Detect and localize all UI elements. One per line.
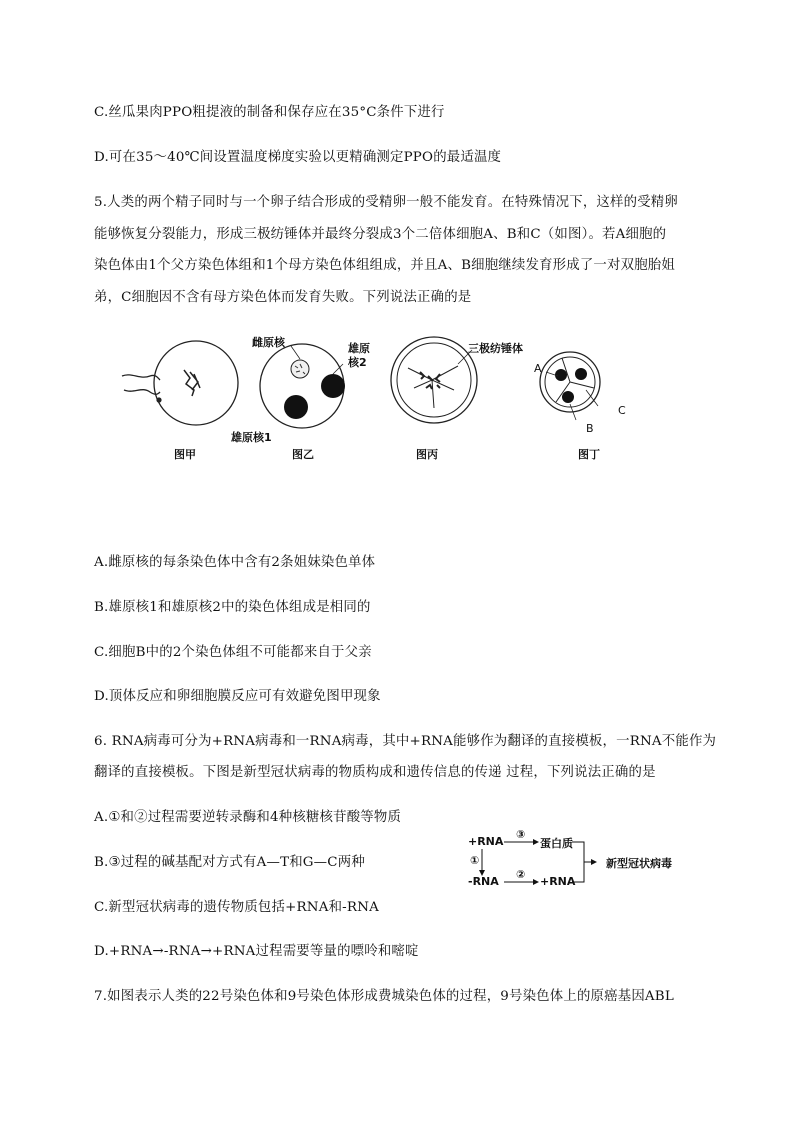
caption-fig-bing: 图丙	[416, 448, 438, 461]
q6-option-a: A.①和②过程需要逆转录酶和4种核糖核苷酸等物质	[94, 810, 402, 825]
label-female-nucleus: 雌原核	[252, 336, 285, 349]
q6-flow-arrows	[468, 826, 708, 892]
fig-yi-cell	[260, 344, 345, 428]
q7-stem-line-1: 7.如图表示人类的22号染色体和9号染色体形成费城染色体的过程，9号染色体上的原癌基因ABL	[94, 989, 674, 1004]
q6-flow-diagram	[468, 826, 708, 892]
q6-stem-line-1: 6. RNA病毒可分为+RNA病毒和一RNA病毒，其中+RNA能够作为翻译的直接模板，一RNA不能作为	[94, 734, 717, 749]
label-male-nucleus-1: 雄原核1	[231, 431, 272, 444]
fig-jia-cell	[122, 341, 238, 425]
caption-fig-yi: 图乙	[292, 448, 314, 461]
q5-stem-line-3: 染色体由1个父方染色体组和1个母方染色体组组成，并且A、B细胞继续发育形成了一对双胞胎姐	[94, 258, 675, 273]
q5-option-a: A.雌原核的每条染色体中含有2条姐妹染色单体	[94, 555, 376, 570]
q6-option-c: C.新型冠状病毒的遗传物质包括+RNA和-RNA	[94, 900, 379, 915]
q5-option-b: B.雄原核1和雄原核2中的染色体组成是相同的	[94, 600, 371, 615]
fig-jia-sperm-head	[156, 397, 161, 402]
q4-option-c: C.丝瓜果肉PPO粗提液的制备和保存应在35°C条件下进行	[94, 105, 445, 120]
fig-bing-cell	[391, 337, 477, 423]
flow-step-2: ②	[516, 868, 526, 881]
q4-option-d: D.可在35～40℃间设置温度梯度实验以更精确测定PPO的最适温度	[94, 150, 502, 165]
q5-figure	[110, 328, 670, 468]
flow-minus-rna: -RNA	[468, 875, 499, 888]
label-cell-c: C	[618, 404, 626, 417]
label-cell-a: A	[534, 362, 542, 375]
label-male-nucleus-2: 雄原 核2	[348, 342, 370, 369]
flow-plus-rna-bottom: +RNA	[540, 875, 576, 888]
q5-option-c: C.细胞B中的2个染色体组不可能都来自于父亲	[94, 645, 372, 660]
q6-stem-line-2: 翻译的直接模板。下图是新型冠状病毒的物质构成和遗传信息的传递 过程，下列说法正确的是	[94, 765, 656, 780]
flow-protein: 蛋白质	[540, 837, 573, 850]
label-cell-b: B	[586, 422, 594, 435]
caption-fig-ding: 图丁	[578, 448, 600, 461]
label-tripolar-spindle: 三极纺锤体	[468, 342, 523, 355]
flow-plus-rna-top: +RNA	[468, 835, 504, 848]
q5-stem-line-4: 弟，C细胞因不含有母方染色体而发育失败。下列说法正确的是	[94, 290, 472, 305]
flow-virus: 新型冠状病毒	[606, 857, 672, 870]
flow-step-1: ①	[470, 854, 480, 867]
fig-ding-cell	[540, 352, 600, 420]
flow-step-3: ③	[516, 828, 526, 841]
q5-stem-line-1: 5.人类的两个精子同时与一个卵子结合形成的受精卵一般不能发育。在特殊情况下，这样的受精卵	[94, 195, 678, 210]
q6-option-d: D.+RNA→-RNA→+RNA过程需要等量的嘌呤和嘧啶	[94, 944, 419, 959]
q6-option-b: B.③过程的碱基配对方式有A—T和G—C两种	[94, 855, 365, 870]
caption-fig-jia: 图甲	[174, 448, 196, 461]
q5-stem-line-2: 能够恢复分裂能力，形成三极纺锤体并最终分裂成3个二倍体细胞A、B和C（如图）。若A细胞的	[94, 227, 667, 242]
q5-option-d: D.顶体反应和卵细胞膜反应可有效避免图甲现象	[94, 689, 381, 704]
